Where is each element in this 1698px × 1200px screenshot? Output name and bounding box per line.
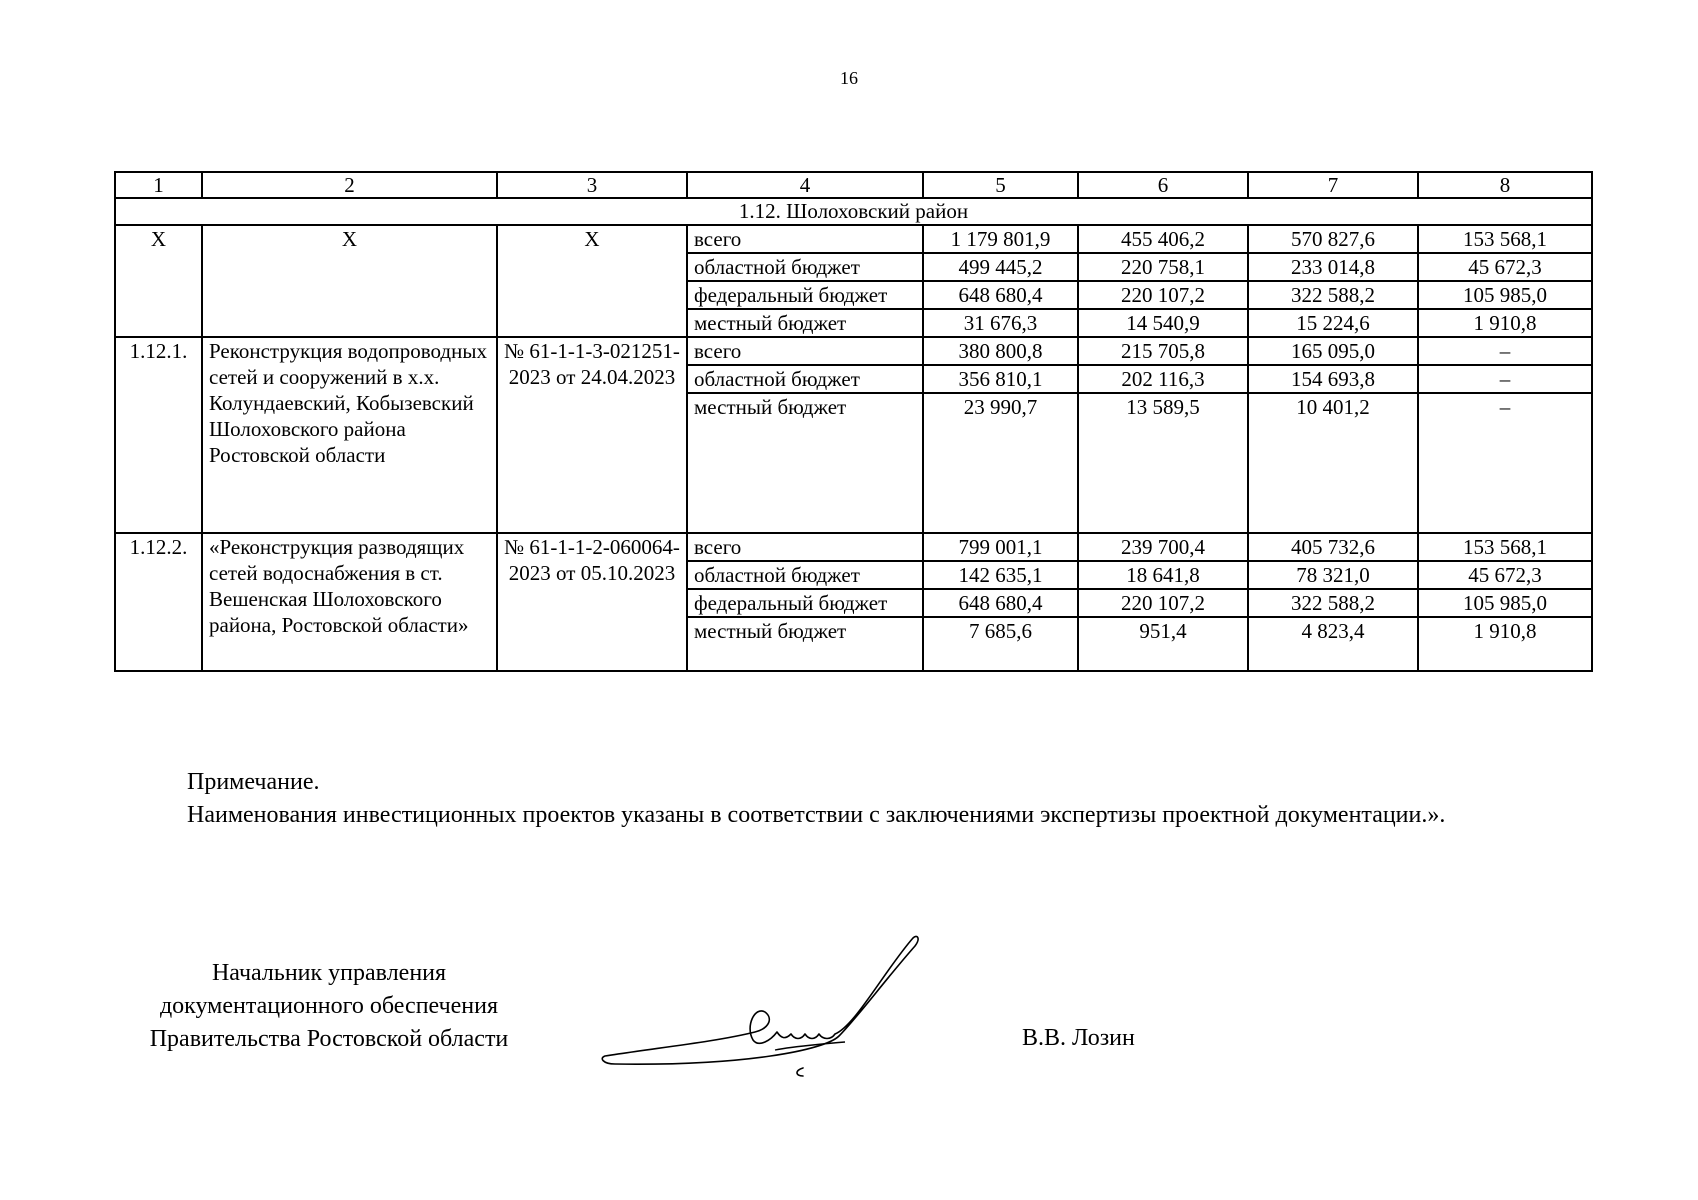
value-cell: 233 014,8: [1248, 253, 1418, 281]
value-cell: 648 680,4: [923, 281, 1078, 309]
budget-table: [114, 171, 1593, 672]
signatory-name: В.В. Лозин: [1022, 1025, 1135, 1051]
value-cell: 153 568,1: [1418, 225, 1592, 253]
value-cell: 45 672,3: [1418, 253, 1592, 281]
value-cell: 23 990,7: [923, 393, 1078, 533]
value-cell: 15 224,6: [1248, 309, 1418, 337]
value-cell: 499 445,2: [923, 253, 1078, 281]
value-cell: 45 672,3: [1418, 561, 1592, 589]
project-document: № 61-1-1-2-060064-2023 от 05.10.2023: [497, 533, 687, 671]
project-document: № 61-1-1-3-021251-2023 от 24.04.2023: [497, 337, 687, 533]
page-number: 16: [840, 68, 858, 88]
value-cell: 356 810,1: [923, 365, 1078, 393]
value-cell: 31 676,3: [923, 309, 1078, 337]
header-cell: 7: [1248, 172, 1418, 198]
header-cell: 1: [115, 172, 202, 198]
value-cell: 165 095,0: [1248, 337, 1418, 365]
value-cell: 142 635,1: [923, 561, 1078, 589]
value-cell: 153 568,1: [1418, 533, 1592, 561]
funding-source: областной бюджет: [687, 561, 923, 589]
value-cell: 1 910,8: [1418, 617, 1592, 671]
value-cell: 405 732,6: [1248, 533, 1418, 561]
value-cell: 322 588,2: [1248, 589, 1418, 617]
funding-source: федеральный бюджет: [687, 589, 923, 617]
value-cell: 799 001,1: [923, 533, 1078, 561]
header-cell: 5: [923, 172, 1078, 198]
value-cell: 455 406,2: [1078, 225, 1248, 253]
funding-source: местный бюджет: [687, 309, 923, 337]
value-cell: –: [1418, 393, 1592, 533]
note-title: Примечание.: [187, 769, 320, 795]
funding-source: областной бюджет: [687, 253, 923, 281]
project-number: 1.12.1.: [115, 337, 202, 533]
funding-source: областной бюджет: [687, 365, 923, 393]
value-cell: 7 685,6: [923, 617, 1078, 671]
value-cell: 951,4: [1078, 617, 1248, 671]
value-cell: 1 910,8: [1418, 309, 1592, 337]
value-cell: 10 401,2: [1248, 393, 1418, 533]
value-cell: –: [1418, 337, 1592, 365]
table-row: [115, 225, 1592, 253]
funding-source: всего: [687, 337, 923, 365]
header-cell: 2: [202, 172, 497, 198]
handwritten-signature: [595, 930, 935, 1080]
value-cell: 215 705,8: [1078, 337, 1248, 365]
table-row: [115, 337, 1592, 365]
value-cell: 239 700,4: [1078, 533, 1248, 561]
funding-source: местный бюджет: [687, 393, 923, 533]
signatory-position: Начальник управления документационного обеспечения Правительства Ростовской области: [149, 960, 509, 1052]
value-cell: 4 823,4: [1248, 617, 1418, 671]
total-col2: Х: [202, 225, 497, 337]
header-cell: 4: [687, 172, 923, 198]
value-cell: 105 985,0: [1418, 281, 1592, 309]
note-block: [114, 766, 1591, 832]
value-cell: 220 758,1: [1078, 253, 1248, 281]
value-cell: 14 540,9: [1078, 309, 1248, 337]
funding-source: всего: [687, 533, 923, 561]
project-name: Реконструкция водопроводных сетей и сооружений в х.х. Колундаевский, Кобызевский Шолоховского района Ростовской области: [202, 337, 497, 533]
value-cell: 13 589,5: [1078, 393, 1248, 533]
header-cell: 8: [1418, 172, 1592, 198]
value-cell: 78 321,0: [1248, 561, 1418, 589]
project-name: «Реконструкция разводящих сетей водоснабжения в ст. Вешенская Шолоховского района, Ростовской области»: [202, 533, 497, 671]
header-cell: 6: [1078, 172, 1248, 198]
project-number: 1.12.2.: [115, 533, 202, 671]
value-cell: 220 107,2: [1078, 281, 1248, 309]
total-col1: Х: [115, 225, 202, 337]
value-cell: –: [1418, 365, 1592, 393]
value-cell: 380 800,8: [923, 337, 1078, 365]
funding-source: федеральный бюджет: [687, 281, 923, 309]
total-col3: Х: [497, 225, 687, 337]
value-cell: 105 985,0: [1418, 589, 1592, 617]
value-cell: 570 827,6: [1248, 225, 1418, 253]
value-cell: 154 693,8: [1248, 365, 1418, 393]
section-row: [115, 198, 1592, 225]
header-cell: 3: [497, 172, 687, 198]
header-row: [115, 172, 1592, 198]
value-cell: 18 641,8: [1078, 561, 1248, 589]
section-title: 1.12. Шолоховский район: [115, 198, 1592, 225]
value-cell: 220 107,2: [1078, 589, 1248, 617]
value-cell: 648 680,4: [923, 589, 1078, 617]
table-row: [115, 533, 1592, 561]
note-text: Наименования инвестиционных проектов указаны в соответствии с заключениями экспертизы проектной документации.».: [187, 802, 1446, 828]
value-cell: 322 588,2: [1248, 281, 1418, 309]
funding-source: всего: [687, 225, 923, 253]
value-cell: 1 179 801,9: [923, 225, 1078, 253]
value-cell: 202 116,3: [1078, 365, 1248, 393]
funding-source: местный бюджет: [687, 617, 923, 671]
